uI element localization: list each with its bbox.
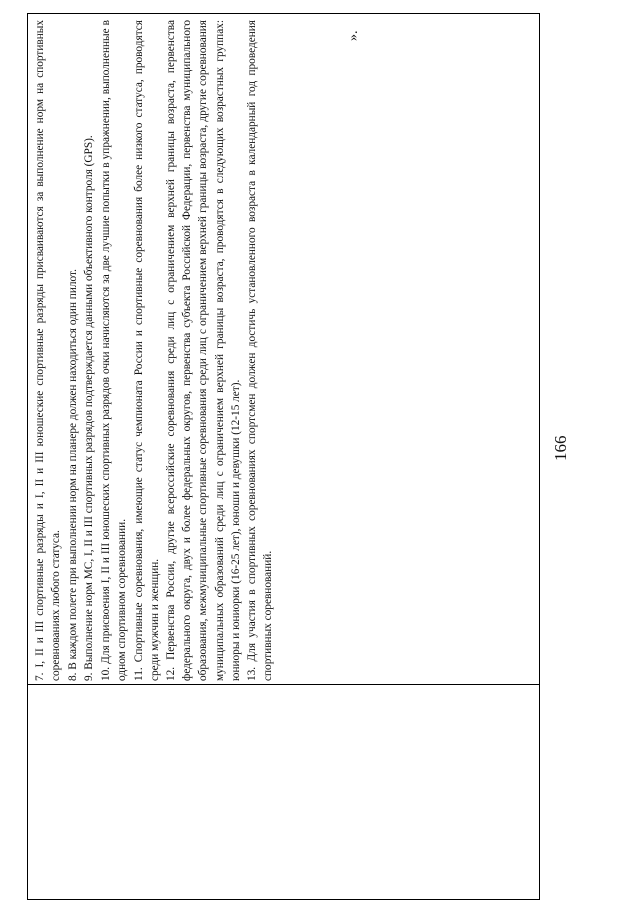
note-7: 7. I, II и III спортивные разряды и I, II и III юношеские спортивные разряды присваиваются за выполнение норм на спортивных соревнованиях любого статуса. xyxy=(34,20,63,681)
note-9: 9. Выполнение норм МС, I, II и III спортивных разрядов подтверждается данными объективного контроля (GPS). xyxy=(83,135,96,681)
table-empty-column xyxy=(28,684,539,899)
note-8: 8. В каждом полете при выполнении норм на планере должен находиться один пилот. xyxy=(66,269,79,681)
note-11: 11. Спортивные соревнования, имеющие статус чемпионата России и спортивные соревнования более низкого статуса, проводятся среди мужчин и женщин. xyxy=(132,20,161,681)
page-number: 166 xyxy=(551,435,570,461)
note-10: 10. Для присвоения I, II и III юношеских спортивных разрядов очки начисляются за две лучшие попытки в упражнении, выполненные в одном спортивном соревновании. xyxy=(99,20,128,681)
note-12: 12. Первенства России, другие всероссийские соревнования среди лиц с ограничением верхней границы возраста, первенства федерального округа, двух и более федеральных округов, первенства субъекта Российской Федерации, первенства муниципального образования, межмуниципальные спортивные соревнования среди лиц с ограничением верхней границы возраста, другие соревнования муниципальных образований среди лиц с ограничением верхней границы возраста, проводятся в следующих возрастных группах: юниоры и юниорки (16-25 лет), юноши и девушки (12-15 лет). xyxy=(165,20,242,681)
notes-table xyxy=(27,13,540,900)
closing-quote-mark: ». xyxy=(346,30,361,41)
note-13: 13. Для участия в спортивных соревнованиях спортсмен должен достичь установленного возраста в календарный год проведения спортивных соревнований. xyxy=(246,20,275,681)
notes-cell xyxy=(32,20,535,681)
